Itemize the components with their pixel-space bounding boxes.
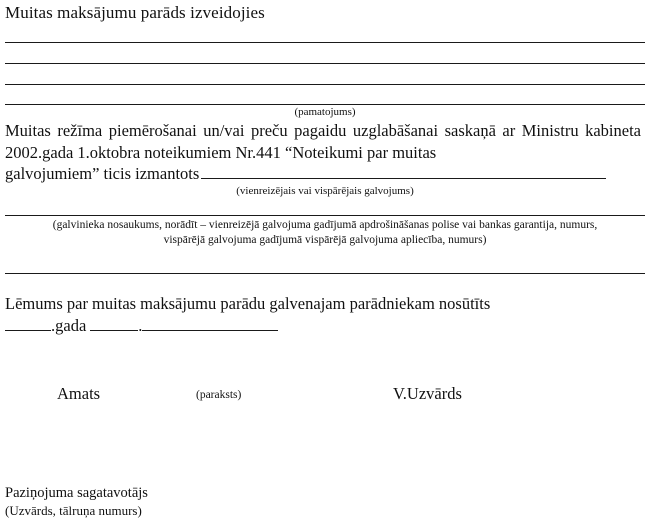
- date-month-blank[interactable]: [142, 315, 278, 331]
- decision-paragraph: [5, 293, 641, 336]
- signature-position-label: Amats: [57, 384, 101, 403]
- clause-line-3: galvojumiem” ticis izmantots: [5, 164, 200, 183]
- page-title: Muitas maksājumu parāds izveidojies: [5, 3, 265, 22]
- guarantor-note-line-2: vispārējā galvojuma gadījumā vispārējā galvojuma apliecība, numurs): [163, 233, 487, 246]
- blank-lines-caption: (pamatojums): [294, 106, 356, 118]
- clause-paragraph: [5, 120, 641, 185]
- date-year-blank[interactable]: [5, 315, 51, 331]
- clause-last-line: [5, 163, 641, 185]
- guarantee-type-blank[interactable]: [201, 163, 606, 179]
- clause-line-1: Muitas režīma piemērošanai un/vai preču pagaidu uzglabāšanai saskaņā ar Ministru: [5, 121, 579, 140]
- preparer-label: Paziņojuma sagatavotājs: [5, 485, 148, 501]
- date-year-suffix: .gada: [51, 315, 87, 335]
- blank-rule-4[interactable]: [5, 104, 645, 105]
- decision-date-line: [5, 315, 641, 337]
- guarantor-rule-bottom[interactable]: [5, 273, 645, 274]
- clause-line-2: kabineta 2002.gada 1.oktobra noteikumiem Nr.441 “Noteikumi par muitas: [5, 121, 641, 162]
- date-day-blank[interactable]: [90, 315, 138, 331]
- blank-rule-1[interactable]: [5, 42, 645, 43]
- date-separator: .: [138, 315, 143, 335]
- decision-text: Lēmums par muitas maksājumu parādu galvenajam parādniekam nosūtīts: [5, 294, 491, 313]
- preparer-sub-label: (Uzvārds, tālruņa numurs): [5, 503, 142, 518]
- signature-caption: (paraksts): [196, 389, 242, 401]
- guarantor-note: [3, 218, 647, 247]
- blank-rule-3[interactable]: [5, 84, 645, 85]
- blank-rule-2[interactable]: [5, 63, 645, 64]
- signature-name-label: V.Uzvārds: [393, 384, 462, 403]
- guarantee-type-caption: (vienreizējais vai vispārējais galvojums): [236, 185, 414, 197]
- guarantor-note-line-1: (galvinieka nosaukums, norādīt – vienreizējā galvojuma gadījumā apdrošināšanas polise vai bankas garantija, numurs,: [52, 219, 598, 231]
- guarantor-rule-top[interactable]: [5, 215, 645, 216]
